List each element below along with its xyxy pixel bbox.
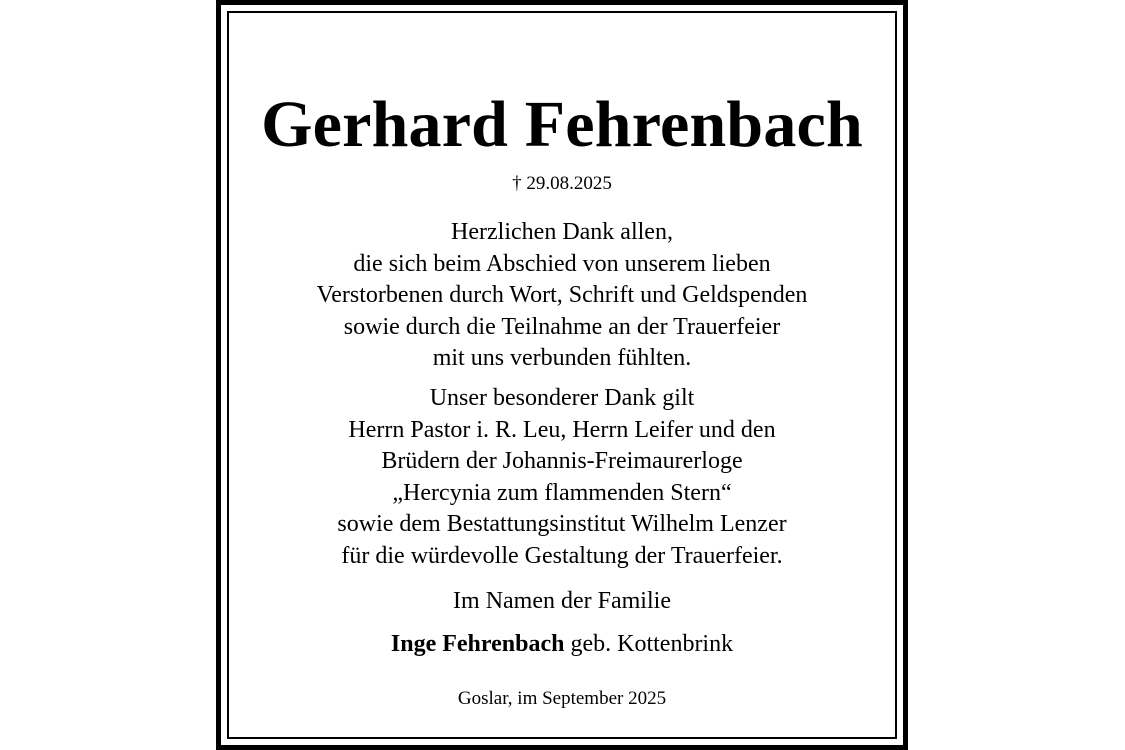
special-thanks-line: Brüdern der Johannis-Freimaurerloge bbox=[381, 448, 743, 474]
family-intro: Im Namen der Familie bbox=[453, 588, 671, 614]
thanks-line: Verstorbenen durch Wort, Schrift und Geldspenden bbox=[316, 282, 808, 308]
special-thanks-line: „Hercynia zum flammenden Stern“ bbox=[392, 479, 732, 506]
deceased-name: Gerhard Fehrenbach bbox=[261, 88, 863, 161]
signer bbox=[221, 628, 903, 660]
signer-name: Inge Fehrenbach bbox=[390, 631, 565, 657]
thanks-line: sowie durch die Teilnahme an der Trauerfeier bbox=[343, 313, 781, 340]
special-thanks-line: sowie dem Bestattungsinstitut Wilhelm Lenzer bbox=[337, 511, 787, 537]
signer-maiden-name: geb. Kottenbrink bbox=[564, 631, 734, 657]
thanks-line: die sich beim Abschied von unserem lieben bbox=[353, 250, 771, 277]
place-and-date: Goslar, im September 2025 bbox=[457, 688, 667, 709]
special-thanks-line: für die würdevolle Gestaltung der Trauerfeier. bbox=[341, 542, 783, 569]
death-date: † 29.08.2025 bbox=[512, 173, 612, 194]
special-thanks-line: Herrn Pastor i. R. Leu, Herrn Leifer und den bbox=[348, 416, 776, 443]
thanks-line: mit uns verbunden fühlten. bbox=[432, 345, 692, 371]
special-thanks-paragraph bbox=[221, 383, 903, 572]
obituary-card bbox=[216, 0, 908, 750]
thanks-line: Herzlichen Dank allen, bbox=[451, 219, 673, 245]
thanks-paragraph bbox=[221, 217, 903, 375]
special-thanks-line: Unser besonderer Dank gilt bbox=[429, 385, 695, 411]
